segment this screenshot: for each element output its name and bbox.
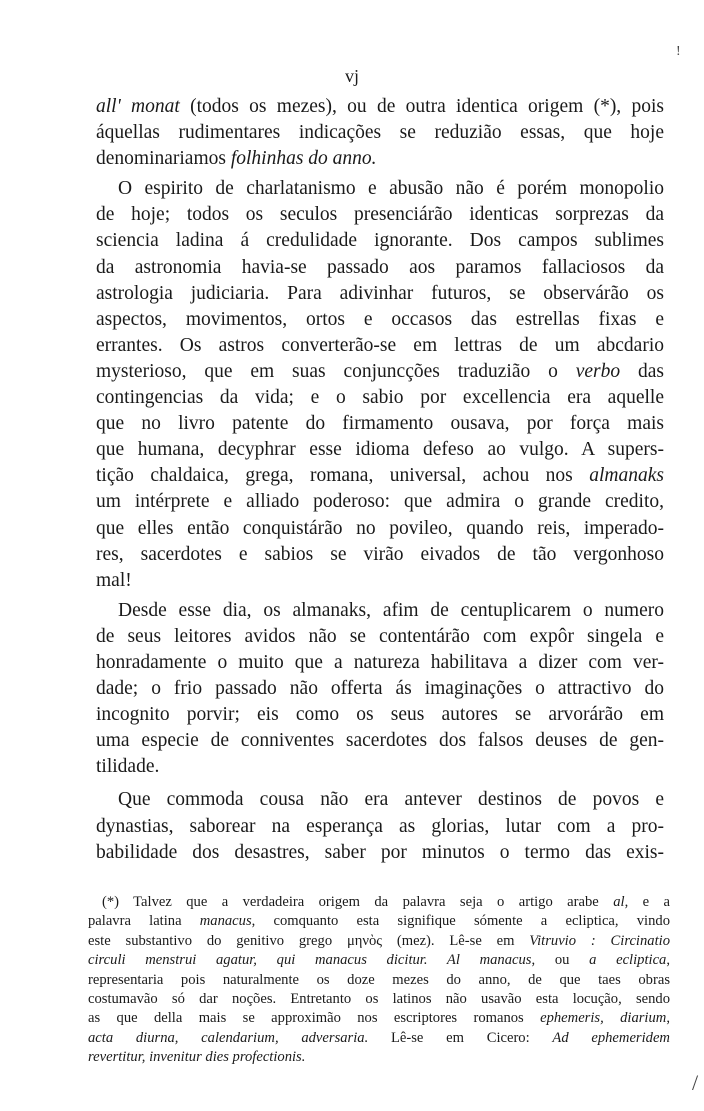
text-run: denominariamos: [96, 148, 231, 170]
text-run: , ou: [531, 952, 590, 969]
footnote-line: [88, 912, 670, 931]
body-line: [96, 787, 664, 813]
body-line: [96, 385, 664, 411]
body-line: [96, 120, 664, 146]
text-run: , comquanto esta signifique sómente a ecliptica, vindo: [251, 913, 670, 930]
body-line: [96, 542, 664, 568]
body-line: [96, 463, 664, 489]
italic-text: al: [613, 894, 625, 910]
text-run: das: [620, 360, 664, 382]
text-run: sciencia ladina á credulidade ignorante. Dos campos sublimes: [96, 230, 664, 252]
italic-text: acta diurna, calendarium, adversaria.: [88, 1029, 369, 1046]
scan-speck: !: [676, 44, 681, 59]
text-run: este substantivo do genitivo grego μηνὸς (mez). Lê-se em: [88, 932, 530, 949]
body-line: [96, 228, 664, 254]
italic-text: revertitur, invenitur dies profectionis.: [88, 1049, 306, 1066]
footnote-line: [88, 971, 670, 990]
text-run: incognito porvir; eis como os seus autores se arvorárão em: [96, 704, 664, 726]
text-run: que no livro patente do firmamento ousava, por força mais: [96, 413, 664, 435]
italic-text: all' monat: [96, 96, 180, 117]
body-line: [96, 176, 664, 202]
text-run: Desde esse dia, os almanaks, afim de centuplicarem o numero: [118, 599, 664, 621]
text-run: que humana, decyphrar esse idioma defeso ao vulgo. A supers-: [96, 439, 664, 461]
text-run: de hoje; todos os seculos presenciárão identicas sorprezas da: [96, 204, 664, 226]
text-run: uma especie de conniventes sacerdotes dos falsos deuses de gen-: [96, 730, 664, 752]
body-line: [96, 598, 664, 624]
text-run: tição chaldaica, grega, romana, universal, achou nos: [96, 465, 590, 487]
footnote-line: [88, 1048, 670, 1067]
body-line: [96, 728, 664, 754]
text-run: errantes. Os astros converterão-se em lettras de um abcdario: [96, 334, 664, 356]
body-line: [96, 255, 664, 281]
text-run: res, sacerdotes e sabios se virão eivados de tão vergonhoso: [96, 543, 664, 565]
body-line: [96, 516, 664, 542]
text-run: dade; o frio passado não offerta ás imaginações o attractivo do: [96, 678, 664, 700]
footnote-line: [88, 1009, 670, 1028]
text-run: representaria pois naturalmente os doze mezes do anno, de que taes obras: [88, 971, 670, 988]
body-line: [96, 94, 664, 120]
text-run: mysterioso, que em suas conjuncções traduzião o: [96, 360, 576, 382]
footnote-line: [88, 932, 670, 951]
italic-text: Vitruvio : Circinatio: [529, 932, 670, 949]
text-run: Que commoda cousa não era antever destinos de povos e: [118, 789, 664, 811]
text-run: um intérprete e alliado poderoso: que admira o grande credito,: [96, 491, 664, 513]
text-run: contingencias da vida; e o sabio por excellencia era aquelle: [96, 387, 664, 409]
body-line: [96, 568, 664, 594]
body-line: [96, 840, 664, 866]
body-line: [96, 489, 664, 515]
text-run: O espirito de charlatanismo e abusão não é porém monopolio: [118, 178, 664, 200]
text-run: dynastias, saborear na esperança as glorias, lutar com a pro-: [96, 815, 664, 837]
text-run: Lê-se em Cicero:: [368, 1029, 553, 1046]
body-line: [96, 307, 664, 333]
body-line: [96, 202, 664, 228]
text-run: ,: [666, 1010, 670, 1027]
footnote: [88, 893, 670, 1068]
text-run: (todos os mezes), ou de outra identica origem (*), pois: [179, 96, 664, 117]
italic-text: Ad ephemeridem: [552, 1029, 670, 1046]
body-line: [96, 359, 664, 385]
page-number: vj: [344, 66, 359, 86]
text-run: palavra latina: [88, 913, 200, 930]
body-line: [96, 676, 664, 702]
body-line: [96, 702, 664, 728]
text-run: aspectos, movimentos, ortos e occasos das estrellas fixas e: [96, 308, 664, 330]
footnote-line: [88, 990, 670, 1009]
italic-text: folhinhas do anno.: [230, 148, 377, 170]
italic-text: a ecliptica: [589, 952, 667, 969]
body-line: [96, 281, 664, 307]
italic-text: almanaks: [589, 465, 664, 487]
text-run: tilidade.: [96, 756, 160, 778]
footnote-line: [88, 1029, 670, 1048]
italic-text: verbo: [575, 360, 621, 382]
body-line: [96, 437, 664, 463]
text-run: costumavão só dar noções. Entretanto os latinos não usavão esta locução, sendo: [88, 990, 670, 1007]
body-line: [96, 624, 664, 650]
footnote-line: [88, 951, 670, 970]
footnote-line: [88, 893, 670, 912]
body-line: [96, 333, 664, 359]
text-run: as que della mais se approximão nos escriptores romanos: [88, 1010, 541, 1027]
text-run: de seus leitores avidos não se contentárão com expôr singela e: [96, 625, 664, 647]
text-run: , e a: [624, 894, 670, 910]
italic-text: circuli menstrui agatur, qui manacus dicitur. Al manacus: [88, 952, 532, 969]
text-run: mal!: [96, 569, 132, 591]
body-line: [96, 411, 664, 437]
body-line: [96, 146, 664, 172]
text-run: da astronomia havia-se passado aos paramos fallaciosos da: [96, 256, 664, 278]
body-line: [96, 814, 664, 840]
text-run: honradamente o muito que a natureza habilitava a dizer com ver-: [96, 651, 664, 673]
body-text: [96, 94, 664, 866]
body-line: [96, 650, 664, 676]
text-run: ,: [666, 952, 670, 969]
italic-text: ephemeris, diarium: [540, 1010, 667, 1027]
scan-mark: /: [692, 1070, 699, 1095]
italic-text: manacus: [199, 913, 252, 930]
text-run: (*) Talvez que a verdadeira origem da palavra seja o artigo arabe: [102, 894, 614, 910]
text-run: babilidade dos desastres, saber por minutos o termo das exis-: [96, 841, 664, 863]
text-run: astrologia judiciaria. Para adivinhar futuros, se observárão os: [96, 282, 664, 304]
text-run: áquellas rudimentares indicações se reduzião essas, que hoje: [96, 122, 664, 144]
text-run: que elles então conquistárão no povileo, quando reis, imperado-: [96, 517, 664, 539]
body-line: [96, 754, 664, 780]
